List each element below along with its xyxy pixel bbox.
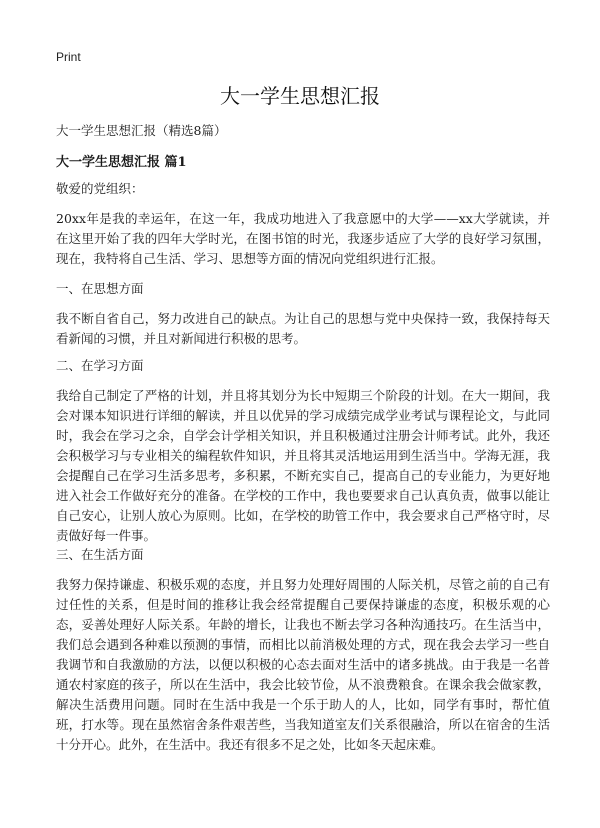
section-heading-thought: 一、在思想方面 [56, 281, 144, 296]
section-heading-life: 三、在生活方面 [56, 547, 144, 562]
greeting-paragraph: 敬爱的党组织： [56, 181, 144, 196]
section-heading-study: 二、在学习方面 [56, 358, 144, 373]
intro-paragraph: 20xx年是我的幸运年，在这一年，我成功地进入了我意愿中的大学——xx大学就读，并在这里开始了我的四年大学时光，在图书馆的时光，我逐步适应了大学的良好学习氛围，现在，我特将自己生活、学习、思想等方面的情况向党组织进行汇报。 [56, 211, 550, 266]
page-title: 大一学生思想汇报 [220, 84, 380, 108]
section-body-life: 我努力保持谦虚、积极乐观的态度，并且努力处理好周围的人际关机，尽管之前的自己有过任性的关系，但是时间的推移让我会经常提醒自己要保持谦虚的态度，积极乐观的心态，妥善处理好人际关系。年龄的增长，让我也不断去学习各种沟通技巧。在生活当中，我们总会遇到各种难以预测的事情，而相比以前消极处理的方式，现在我会去学习一些自我调节和自我激励的方法，以便以积极的心态去面对生活中的诸多挑战。由于我是一名普通农村家庭的孩子，所以在生活中，我会比较节俭，从不浪费粮食。在课余我会做家教，解决生活费用问题。同时在生活中我是一个乐于助人的人，比如，同学有事时，帮忙值班，打水等。现在虽然宿舍条件艰苦些，当我知道室友们关系很融洽，所以在宿舍的生活十分开心。此外，在生活中。我还有很多不足之处，比如冬天起床难。 [56, 577, 550, 752]
section-body-thought: 我不断自省自己，努力改进自己的缺点。为让自己的思想与党中央保持一致，我保持每天看新闻的习惯，并且对新闻进行积极的思考。 [56, 311, 550, 346]
document-subtitle: 大一学生思想汇报（精选8篇） [56, 123, 227, 138]
print-link[interactable]: Print [56, 50, 81, 64]
article-heading: 大一学生思想汇报 篇1 [56, 155, 187, 170]
section-body-study: 我给自己制定了严格的计划，并且将其划分为长中短期三个阶段的计划。在大一期间，我会对课本知识进行详细的解读，并且以优异的学习成绩完成学业考试与课程论文，与此同时，我会在学习之余，自学会计学相关知识，并且积极通过注册会计师考试。此外，我还会积极学习与专业相关的编程软件知识，并且将其灵活地运用到生活当中。学海无涯，我会提醒自己在学习生活多思考，多积累，不断充实自己，提高自己的专业能力，为更好地进入社会工作做好充分的准备。在学校的工作中，我也要要求自己认真负责，做事以能让自己安心，让别人放心为原则。比如，在学校的助管工作中，我会要求自己严格守时，尽责做好每一件事。 [56, 388, 550, 543]
